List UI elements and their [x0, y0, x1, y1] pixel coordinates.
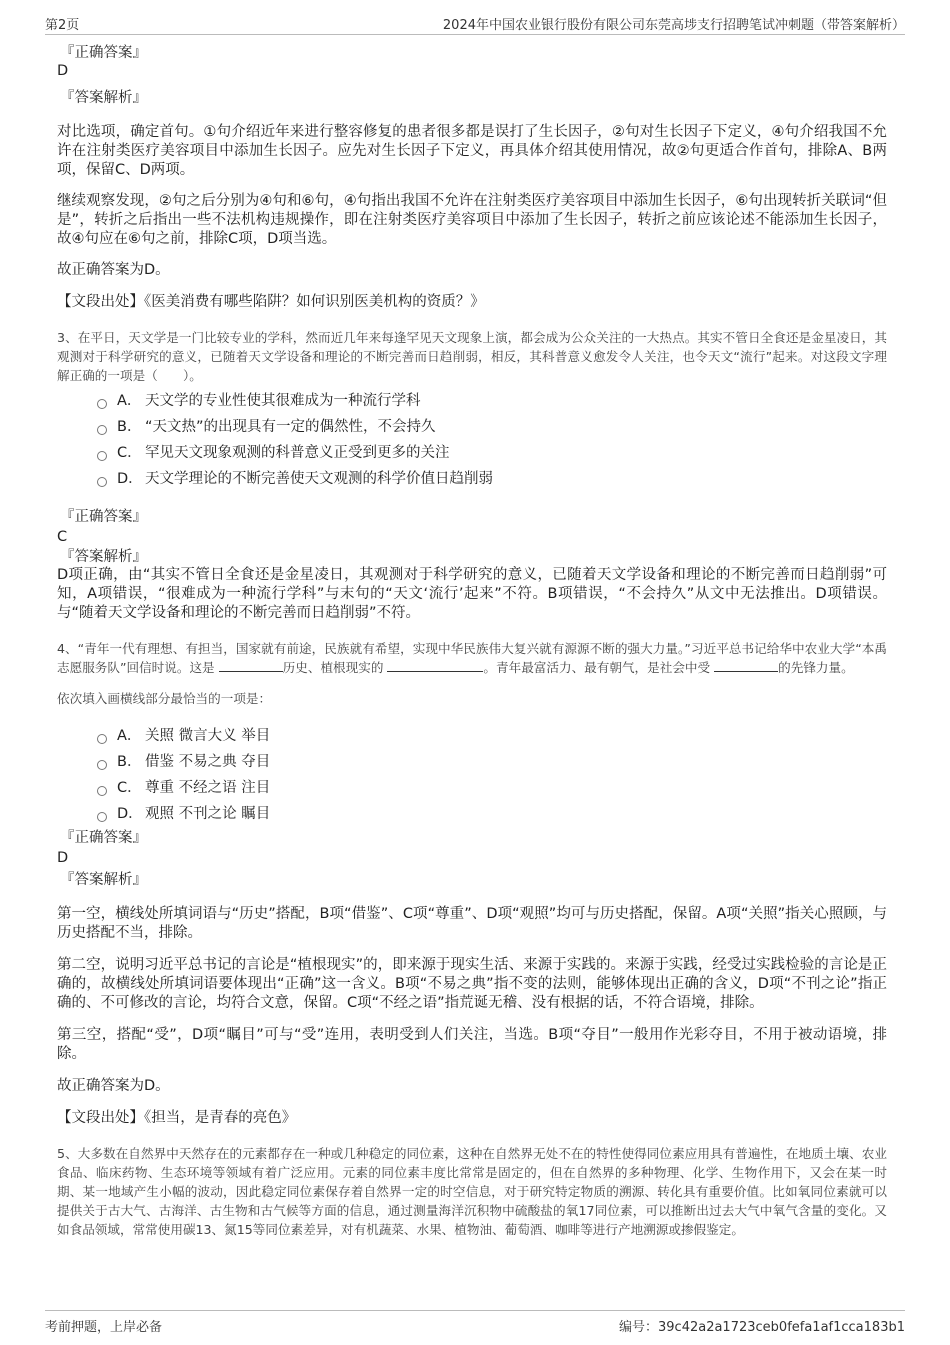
- q2-analysis-label: 『答案解析』: [60, 90, 147, 106]
- q2-source: 【文段出处】《医美消费有哪些陷阱？如何识别医美机构的资质？》: [57, 294, 485, 310]
- footer-slogan: 考前押题，上岸必备: [45, 1320, 163, 1335]
- q3-option-d[interactable]: D． 天文学理论的不断完善使天文观测的科学价值日趋削弱: [97, 466, 887, 492]
- q4-analysis-paragraph: 故正确答案为D。: [57, 1078, 170, 1094]
- q4-option-a[interactable]: A． 关照 微言大义 举目: [97, 723, 887, 749]
- q4-option-d[interactable]: D． 观照 不刊之论 瞩目: [97, 801, 887, 827]
- page-number: 第2页: [45, 18, 80, 33]
- page-header: [45, 12, 905, 35]
- q2-analysis-paragraph: 故正确答案为D。: [57, 262, 170, 278]
- q4-prompt: 依次填入画横线部分最恰当的一项是：: [57, 691, 272, 706]
- fill-blank-2: [387, 659, 483, 672]
- q4-analysis-paragraph: 第一空，横线处所填词语与“历史”搭配，B项“借鉴”、C项“尊重”、D项“观照”均可与历史搭配，保留。A项“关照”指关心照顾，与历史搭配不当，排除。: [57, 906, 887, 941]
- radio-icon[interactable]: [97, 477, 107, 487]
- q4-analysis-paragraph: 第三空，搭配“受”，D项“瞩目”可与“受”连用，表明受到人们关注，当选。B项“夺目”一般用作光彩夺目，不用于被动语境，排除。: [57, 1027, 887, 1062]
- q3-question-text: 3、在平日，天文学是一门比较专业的学科，然而近几年来每逢罕见天文现象上演，都会成为公众关注的一大热点。其实不管日全食还是金星凌日，其观测对于科学研究的意义，已随着天文学设备和理论的不断完善而日趋削弱，相反，其科普意义愈发令人关注，也令天文“流行”起来。对这段文字理解正确的一项是（ ）。: [57, 330, 887, 383]
- q4-option-c[interactable]: C． 尊重 不经之语 注目: [97, 775, 887, 801]
- document-body: [57, 44, 887, 1239]
- document-title: 2024年中国农业银行股份有限公司东莞高埗支行招聘笔试冲刺题（带答案解析）: [442, 18, 905, 33]
- q4-analysis-label: 『答案解析』: [60, 872, 147, 888]
- radio-icon[interactable]: [97, 425, 107, 435]
- radio-icon[interactable]: [97, 734, 107, 744]
- q3-option-c[interactable]: C． 罕见天文现象观测的科普意义正受到更多的关注: [97, 440, 887, 466]
- q2-analysis-paragraph: 继续观察发现，②句之后分别为④句和⑥句，④句指出我国不允许在注射类医疗美容项目中添加生长因子，⑥句出现转折关联词“但是”，转折之后指出一些不法机构违规操作，即在注射类医疗美容项目中添加了生长因子，转折之前应该论述不能添加生长因子，故④句应在⑥句之前，排除C项，D项当选。: [57, 193, 887, 247]
- q3-analysis-paragraph: D项正确，由“其实不管日全食还是金星凌日，其观测对于科学研究的意义，已随着天文学设备和理论的不断完善而日趋削弱”可知，A项错误，“很难成为一种流行学科”与末句的“天文‘流行’起来”不符。B项错误，“不会持久”从文中无法推出。D项错误。与“随着天文学设备和理论的不断完善而日趋削弱”不符。: [57, 567, 887, 621]
- q2-answer-label: 『正确答案』: [60, 45, 147, 61]
- q4-answer-label: 『正确答案』: [60, 830, 147, 846]
- q3-option-a[interactable]: A． 天文学的专业性使其很难成为一种流行学科: [97, 388, 887, 414]
- q2-answer: D: [57, 63, 69, 79]
- radio-icon[interactable]: [97, 451, 107, 461]
- q4-source: 【文段出处】《担当，是青春的亮色》: [57, 1110, 297, 1126]
- page-footer: [45, 1310, 905, 1335]
- fill-blank-1: [219, 659, 283, 672]
- radio-icon[interactable]: [97, 399, 107, 409]
- q4-question-text: 4、“青年一代有理想、有担当，国家就有前途，民族就有希望，实现中华民族伟大复兴就有源源不断的强大力量。”习近平总书记给华中农业大学“本禹志愿服务队”回信时说。这是 历史、植根现实的 。青年最富活力、最有朝气，是社会中受 的先锋力量。: [57, 641, 887, 675]
- q3-option-b[interactable]: B． “天文热”的出现具有一定的偶然性，不会持久: [97, 414, 887, 440]
- q3-answer: C: [57, 529, 68, 545]
- fill-blank-3: [714, 659, 778, 672]
- q2-analysis-paragraph: 对比选项，确定首句。①句介绍近年来进行整容修复的患者很多都是误打了生长因子，②句对生长因子下定义，④句介绍我国不允许在注射类医疗美容项目中添加生长因子。应先对生长因子下定义，再具体介绍其使用情况，故②句更适合作首句，排除A、B两项，保留C、D两项。: [57, 124, 887, 178]
- q4-answer: D: [57, 850, 69, 866]
- q4-analysis-paragraph: 第二空，说明习近平总书记的言论是“植根现实”的，即来源于现实生活、来源于实践的。来源于实践，经受过实践检验的言论是正确的，故横线处所填词语要体现出“正确”这一含义。B项“不易之典”指不变的法则，能够体现出正确的含义，D项“不刊之论”指正确的、不可修改的言论，均符合文意，保留。C项“不经之语”指荒诞无稽、没有根据的话，不符合语境，排除。: [57, 957, 887, 1011]
- q3-answer-label: 『正确答案』: [60, 509, 147, 525]
- q3-analysis-label: 『答案解析』: [60, 549, 147, 565]
- q5-question-text: 5、大多数在自然界中天然存在的元素都存在一种或几种稳定的同位素，这种在自然界无处不在的特性使得同位素应用具有普遍性，在地质土壤、农业食品、临床药物、生态环境等领域有着广泛应用。元素的同位素丰度比常常是固定的，但在自然界的多种物理、化学、生物作用下，又会在某一时期、某一地域产生小幅的波动，因此稳定同位素保存着自然界一定的时空信息，对于研究特定物质的溯源、转化具有重要价值。比如氧同位素就可以提供关于古大气、古海洋、古生物和古气候等方面的信息，通过测量海洋沉积物中硫酸盐的氧17同位素，可以推断出过去大气中氧气含量的变化。又如食品领域，常常使用碳13、氮15等同位素差异，对有机蔬菜、水果、植物油、葡萄酒、咖啡等进行产地溯源或掺假鉴定。: [57, 1146, 887, 1237]
- q4-option-b[interactable]: B． 借鉴 不易之典 夺目: [97, 749, 887, 775]
- radio-icon[interactable]: [97, 812, 107, 822]
- document-id: 编号：39c42a2a1723ceb0fefa1af1cca183b1: [619, 1320, 905, 1335]
- radio-icon[interactable]: [97, 760, 107, 770]
- q3-options: [57, 388, 887, 492]
- q4-options: [57, 723, 887, 827]
- radio-icon[interactable]: [97, 786, 107, 796]
